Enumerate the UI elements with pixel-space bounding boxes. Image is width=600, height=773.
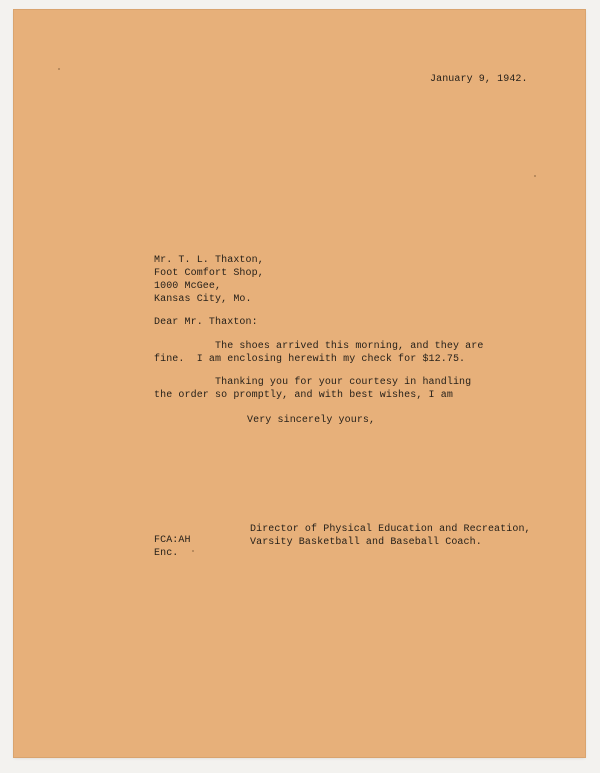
paragraph-line: Thanking you for your courtesy in handling [154,377,472,388]
reference-line: FCA:AH [154,535,191,546]
letter-date: January 9, 1942. [430,74,528,85]
paper-speck [534,175,536,177]
complimentary-closing: Very sincerely yours, [247,415,376,426]
body-paragraph [154,340,483,366]
recipient-line: Kansas City, Mo. [154,294,252,305]
body-paragraph [154,376,471,402]
signature-line: Varsity Basketball and Baseball Coach. [250,537,482,548]
signature-block [250,523,531,549]
signature-line: Director of Physical Education and Recreation, [250,524,531,535]
recipient-line: Mr. T. L. Thaxton, [154,255,264,266]
reference-line: Enc. [154,548,179,559]
paper-speck [192,550,194,552]
recipient-address [154,254,264,306]
paper-speck [58,68,60,70]
paragraph-line: The shoes arrived this morning, and they are [154,341,484,352]
paragraph-line: fine. I am enclosing herewith my check for $12.75. [154,354,466,365]
reference-initials [154,534,191,560]
paragraph-line: the order so promptly, and with best wishes, I am [154,390,453,401]
salutation: Dear Mr. Thaxton: [154,317,258,328]
recipient-line: Foot Comfort Shop, [154,268,264,279]
recipient-line: 1000 McGee, [154,281,222,292]
letter-page [14,10,585,757]
